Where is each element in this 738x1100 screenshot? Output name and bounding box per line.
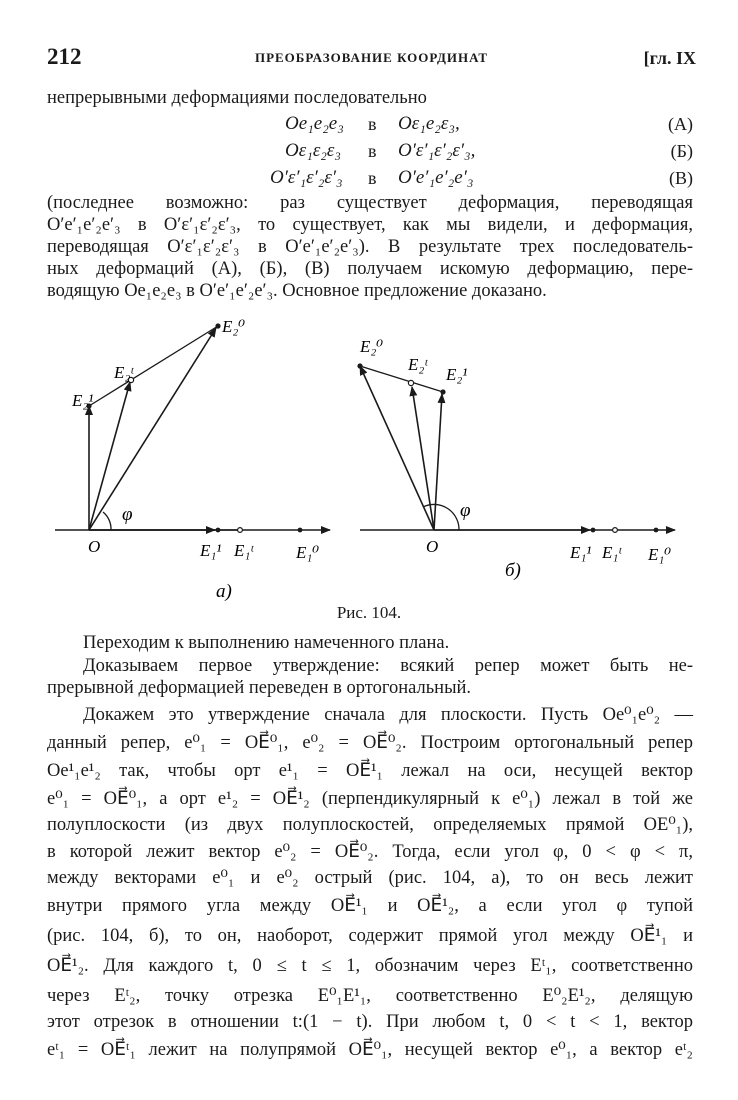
vector-e2-0-b — [360, 366, 434, 530]
text-line: Докажем это утверждение сначала для плоскости. Пусть Oe⁰₁e⁰₂ — — [83, 705, 693, 725]
point-e2-0-a — [215, 323, 220, 328]
running-title: ПРЕОБРАЗОВАНИЕ КООРДИНАТ — [254, 50, 489, 65]
point-e2-1-b — [440, 389, 445, 394]
panel-a — [55, 317, 330, 602]
intro-line: непрерывными деформациями последовательно — [47, 88, 427, 108]
figure-drawing — [50, 308, 690, 608]
text-line: в которой лежит вектор e⁰₂ = OE⃗⁰₂. Тогда, если угол φ, 0 < φ < π, — [47, 842, 693, 862]
label-e2-0-a: E₂⁰ — [222, 317, 246, 336]
text-line: водящую Oe₁e₂e₃ в O′e′₁e′₂e′₃. Основное предложение доказано. — [47, 281, 547, 301]
equation-a-word: в — [368, 114, 377, 134]
equation-b-word: в — [368, 141, 377, 161]
equation-c-right: O′e′₁e′₂e′₃ — [398, 167, 474, 188]
point-e1-1-a — [216, 528, 221, 533]
point-e1-0-b — [654, 528, 659, 533]
text-line: eᵗ₁ = OE⃗ᵗ₁ лежит на полупрямой OE⃗⁰₁, несущей вектор e⁰₁, а вектор eᵗ₂ — [47, 1040, 693, 1060]
panel-b — [357, 337, 675, 581]
equation-c-word: в — [368, 168, 377, 188]
point-e1-t-a — [238, 528, 243, 533]
equation-a-label: (A) — [668, 114, 693, 134]
text-line: (последнее возможно: раз существует деформация, переводящая — [47, 193, 693, 213]
label-e1-t-a: E₁ᵗ — [234, 541, 254, 560]
figure-caption: Рис. 104. — [336, 603, 402, 622]
segment-e2-a — [89, 326, 218, 406]
panel-label-a: a) — [216, 581, 232, 602]
vector-e2-1-b — [434, 394, 442, 530]
text-line: e⁰₁ = OE⃗⁰₁, а орт e¹₂ = OE⃗¹₂ (перпендикулярный к e⁰₁) лежал в той же — [47, 789, 693, 809]
text-line: Доказываем первое утверждение: всякий репер может быть не- — [83, 656, 693, 676]
chapter-label: [гл. IX — [643, 48, 696, 68]
text-line: Переходим к выполнению намеченного плана. — [83, 633, 450, 653]
origin-label-b: O — [426, 537, 439, 556]
text-line: O′e′₁e′₂e′₃ в O′ε′₁ε′₂ε′₃, то существует, как мы видели, и деформация, — [47, 215, 693, 235]
point-e2-t-b — [408, 380, 413, 385]
equation-b-left: Oε₁ε₂ε₃ — [285, 140, 341, 161]
label-e1-t-b: E₁ᵗ — [602, 543, 622, 562]
vector-e2-0-a — [89, 328, 216, 530]
label-e1-1-a: E₁¹ — [200, 541, 222, 560]
angle-label-a: φ — [122, 504, 133, 525]
equation-b-label: (Б) — [670, 141, 693, 161]
equation-c-label: (B) — [669, 168, 693, 188]
vector-e2-t-b — [412, 387, 434, 530]
point-e1-t-b — [613, 528, 618, 533]
text-line: между векторами e⁰₁ и e⁰₂ острый (рис. 104, a), то он весь лежит — [47, 868, 693, 888]
point-e2-0-b — [357, 363, 362, 368]
text-line: ных деформаций (A), (Б), (B) получаем искомую деформацию, пере- — [47, 259, 693, 279]
figure-104 — [50, 308, 690, 613]
text-line: переводящая O′ε′₁ε′₂ε′₃ в O′e′₁e′₂e′₃). В результате трех последователь- — [47, 237, 693, 257]
page-header — [47, 44, 696, 74]
origin-label-a: O — [88, 537, 101, 556]
angle-label-b: φ — [460, 500, 471, 521]
point-e1-0-a — [298, 528, 303, 533]
equation-b-right: O′ε′₁ε′₂ε′₃, — [398, 140, 476, 161]
label-e1-0-b: E₁⁰ — [648, 545, 672, 564]
label-e1-0-a: E₁⁰ — [296, 543, 320, 562]
text-line: Oe¹₁e¹₂ так, чтобы орт e¹₁ = OE⃗¹₁ лежал на оси, несущей вектор — [47, 761, 693, 781]
label-e1-1-b: E₁¹ — [570, 543, 592, 562]
label-e2-1-a: E₂¹ — [72, 391, 94, 410]
text-line: данный репер, e⁰₁ = OE⃗⁰₁, e⁰₂ = OE⃗⁰₂. Построим ортогональный репер — [47, 733, 693, 753]
label-e2-t-b: E₂ᵗ — [408, 355, 428, 374]
label-e2-0-b: E₂⁰ — [360, 337, 384, 356]
text-line: прерывной деформацией переведен в ортогональный. — [47, 678, 472, 698]
equation-c-left: O′ε′₁ε′₂ε′₃ — [270, 167, 343, 188]
equation-a-left: Oe₁e₂e₃ — [285, 113, 344, 134]
panel-label-b: б) — [505, 560, 521, 581]
label-e2-1-b: E₂¹ — [446, 365, 468, 384]
page-number: 212 — [47, 44, 82, 69]
segment-e2-b — [360, 366, 443, 392]
text-line: внутри прямого угла между OE⃗¹₁ и OE⃗¹₂, а если угол φ тупой — [47, 896, 693, 916]
text-line: OE⃗¹₂. Для каждого t, 0 ≤ t ≤ 1, обозначим через Eᵗ₁, соответственно — [47, 956, 693, 976]
text-line: (рис. 104, б), то он, наоборот, содержит прямой угол между OE⃗¹₁ и — [47, 926, 693, 946]
text-line: через Eᵗ₂, точку отрезка E⁰₁E¹₁, соответственно E⁰₂E¹₂, делящую — [47, 986, 693, 1006]
angle-arc-a — [103, 512, 111, 530]
text-line: полуплоскости (из двух полуплоскостей, определяемых прямой OE⁰₁), — [47, 815, 693, 835]
point-e1-1-b — [591, 528, 596, 533]
text-line: этот отрезок в отношении t:(1 − t). При любом t, 0 < t < 1, вектор — [47, 1012, 693, 1032]
equation-a-right: Oε₁e₂ε₃, — [398, 113, 460, 134]
label-e2-t-a: E₂ᵗ — [114, 363, 134, 382]
